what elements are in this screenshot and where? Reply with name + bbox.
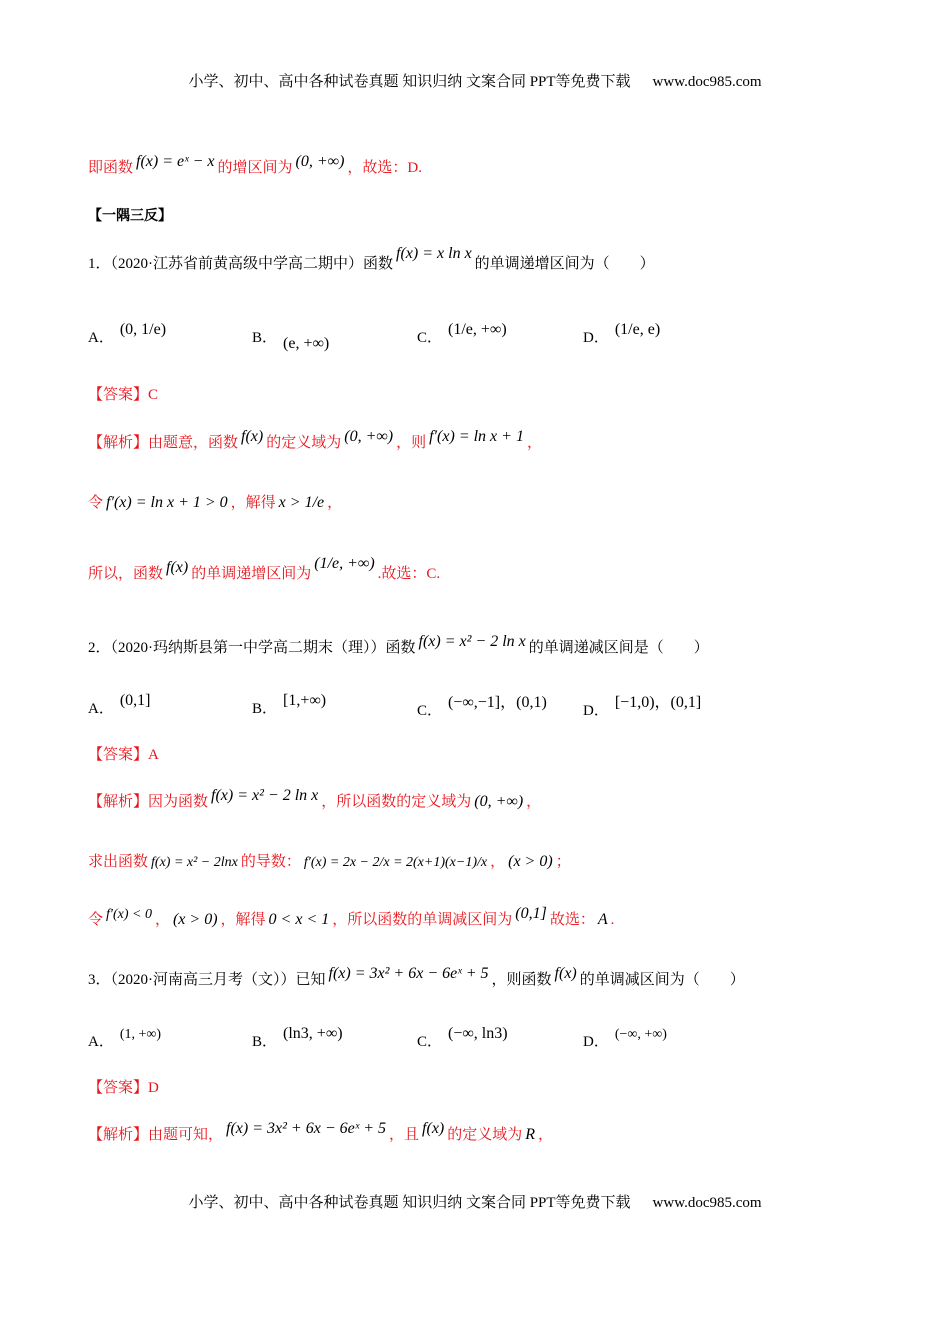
option-label: A． <box>88 701 114 717</box>
formula: (1/e, +∞) <box>314 555 375 572</box>
text: ，解得 <box>220 912 266 928</box>
option-value: (−∞, +∞) <box>614 1027 667 1042</box>
analysis-3-line-1 <box>88 1120 554 1145</box>
text: ， <box>538 1127 554 1143</box>
question-1 <box>88 245 655 274</box>
option-c[interactable] <box>417 694 547 720</box>
formula: (0,1] <box>515 905 547 922</box>
text: 令 <box>88 495 104 511</box>
footer-url[interactable]: www.doc985.com <box>652 1195 762 1211</box>
formula: f(x) = x² − 2lnx <box>151 855 238 870</box>
formula: f(x) <box>554 965 577 982</box>
option-d[interactable] <box>583 694 702 720</box>
option-label: B． <box>252 701 278 717</box>
header-url[interactable]: www.doc985.com <box>652 74 762 90</box>
option-label: D． <box>583 1034 609 1050</box>
option-b[interactable] <box>252 326 330 352</box>
option-b[interactable] <box>252 1025 343 1051</box>
formula: f(x) = 3x² + 6x − 6eˣ + 5 <box>226 1120 387 1137</box>
option-value: (1/e, +∞) <box>448 321 507 338</box>
text: ，且 <box>389 1127 420 1143</box>
question-tail: 的单调减区间为（ ） <box>579 972 745 988</box>
formula: f(x) = 3x² + 6x − 6eˣ + 5 <box>328 965 489 982</box>
formula: (0, +∞) <box>474 793 524 810</box>
formula: f′(x) < 0 <box>106 907 152 922</box>
text: ； <box>555 854 571 870</box>
formula: f(x) = x ln x <box>396 245 472 262</box>
formula: f(x) <box>422 1120 445 1137</box>
analysis-1-line-2 <box>88 493 342 513</box>
header-text: 小学、初中、高中各种试卷真题 知识归纳 文案合同 PPT等免费下载 <box>188 74 631 90</box>
text: ， <box>327 495 343 511</box>
formula: (x > 0) <box>508 853 553 870</box>
analysis-1-line-3 <box>88 555 441 584</box>
text: 【解析】由题意，函数 <box>88 435 239 451</box>
option-b[interactable] <box>252 692 327 718</box>
question-number: 3． <box>88 972 111 988</box>
option-value: [−1,0)，(0,1] <box>614 694 702 711</box>
formula: (0, +∞) <box>295 153 345 170</box>
question-number: 2． <box>88 640 111 656</box>
option-a[interactable] <box>88 1027 162 1051</box>
page-footer <box>0 1191 950 1212</box>
text: . <box>610 912 615 928</box>
question-source: （2020·玛纳斯县第一中学高二期末（理））函数 <box>110 640 416 656</box>
section-title: 【一隅三反】 <box>88 208 172 224</box>
option-label: A． <box>88 1034 114 1050</box>
analysis-2-line-2 <box>88 852 571 873</box>
question-source: （2020·河南高三月考（文））已知 <box>110 972 326 988</box>
formula: f(x) <box>241 428 264 445</box>
text: ， <box>154 912 170 928</box>
text: 的定义域为 <box>266 435 342 451</box>
formula: (x > 0) <box>172 911 218 928</box>
text: 的增区间为 <box>217 160 293 176</box>
text: 【解析】由题可知， <box>88 1127 224 1143</box>
text: 令 <box>88 912 104 928</box>
text: 所以，函数 <box>88 566 164 582</box>
option-d[interactable] <box>583 1027 667 1051</box>
option-a[interactable] <box>88 321 167 347</box>
text: ，故选：D. <box>347 160 422 176</box>
option-c[interactable] <box>417 321 507 347</box>
analysis-1-line-1 <box>88 428 542 453</box>
text: ， <box>490 854 506 870</box>
formula: f′(x) = 2x − 2/x = 2(x+1)(x−1)/x <box>303 855 488 870</box>
option-label: C． <box>417 1034 443 1050</box>
option-a[interactable] <box>88 692 151 718</box>
formula: f′(x) = ln x + 1 <box>429 428 524 445</box>
text: 故选： <box>549 912 595 928</box>
option-label: B． <box>252 330 278 346</box>
text: 求出函数 <box>88 854 149 870</box>
formula: f(x) <box>166 559 189 576</box>
text: .故选：C. <box>377 566 441 582</box>
option-value: [1,+∞) <box>283 692 327 709</box>
option-value: (−∞, ln3) <box>448 1025 508 1042</box>
footer-text: 小学、初中、高中各种试卷真题 知识归纳 文案合同 PPT等免费下载 <box>188 1195 631 1211</box>
question-2 <box>88 633 709 658</box>
question-tail: 的单调递增区间为（ ） <box>474 256 655 272</box>
option-value: (−∞,−1]，(0,1) <box>448 694 547 711</box>
text: 即函数 <box>88 160 134 176</box>
option-label: A． <box>88 330 114 346</box>
question-source: （2020·江苏省前黄高级中学高二期中）函数 <box>110 256 394 272</box>
option-d[interactable] <box>583 321 661 347</box>
option-label: C． <box>417 330 443 346</box>
option-value: (1/e, e) <box>614 321 661 338</box>
formula: f(x) = x² − 2 ln x <box>418 633 526 650</box>
text: ， <box>526 794 542 810</box>
text: 的导数： <box>240 854 301 870</box>
intro-line <box>88 153 422 178</box>
option-label: B． <box>252 1034 278 1050</box>
text: 的单调递增区间为 <box>191 566 312 582</box>
option-value: (0, 1/e) <box>119 321 167 338</box>
text: ，所以函数的单调减区间为 <box>332 912 513 928</box>
option-value: (0,1] <box>119 692 151 709</box>
answer-2: 【答案】A <box>88 747 159 763</box>
option-value: (e, +∞) <box>283 335 330 352</box>
option-label: C． <box>417 703 443 719</box>
formula: R <box>525 1126 536 1143</box>
answer-1: 【答案】C <box>88 387 159 403</box>
text: 【解析】因为函数 <box>88 794 209 810</box>
option-c[interactable] <box>417 1025 508 1051</box>
formula: f′(x) = ln x + 1 > 0 <box>106 494 228 511</box>
formula: f(x) = x² − 2 ln x <box>211 787 319 804</box>
text: ，则函数 <box>491 972 552 988</box>
text: ， <box>526 435 542 451</box>
answer-3: 【答案】D <box>88 1080 159 1096</box>
page-header <box>0 70 950 91</box>
formula: (0, +∞) <box>344 428 394 445</box>
text: ，则 <box>396 435 427 451</box>
formula: f(x) = eˣ − x <box>136 153 215 170</box>
question-number: 1． <box>88 256 111 272</box>
formula: 0 < x < 1 <box>268 911 330 928</box>
text: ，解得 <box>230 495 276 511</box>
question-3 <box>88 965 745 990</box>
analysis-2-line-1 <box>88 787 542 812</box>
option-label: D． <box>583 330 609 346</box>
question-tail: 的单调递减区间是（ ） <box>528 640 709 656</box>
formula: A <box>597 911 608 928</box>
formula: x > 1/e <box>278 494 325 511</box>
text: 的定义域为 <box>447 1127 523 1143</box>
analysis-2-line-3 <box>88 905 615 931</box>
option-value: (ln3, +∞) <box>283 1025 343 1042</box>
option-value: (1, +∞) <box>119 1027 162 1042</box>
text: ，所以函数的定义域为 <box>321 794 472 810</box>
option-label: D． <box>583 703 609 719</box>
